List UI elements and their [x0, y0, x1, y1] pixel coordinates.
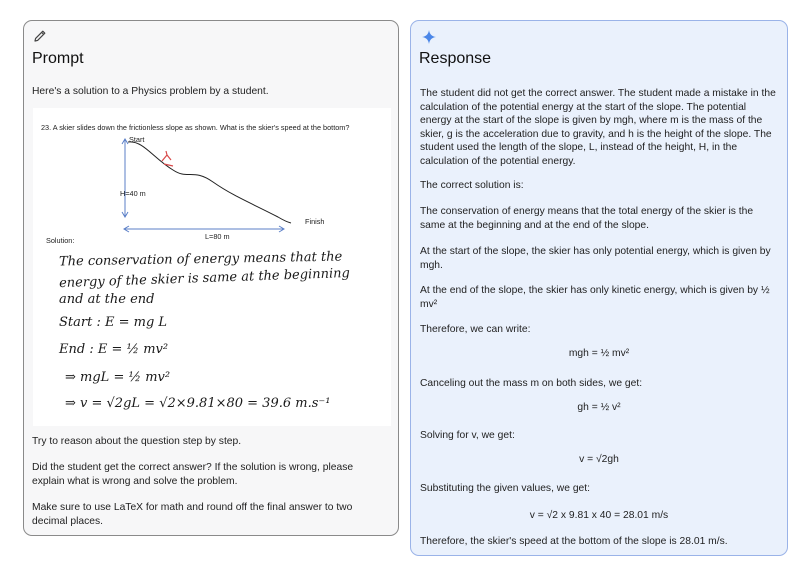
response-equation-3: v = √2gh [579, 454, 619, 465]
response-para-10: Therefore, the skier's speed at the bottom of the slope is 28.01 m/s. [420, 536, 728, 547]
handwriting-line-3: and at the end [59, 292, 155, 307]
response-equation-4: v = √2 x 9.81 x 40 = 28.01 m/s [529, 510, 669, 521]
prompt-card [23, 20, 399, 536]
label-solution: Solution: [46, 236, 75, 245]
handwriting-line-2: energy of the skier is same at the beginning [58, 265, 351, 292]
prompt-instruction-3: Make sure to use LaTeX for math and round off the final answer to two decimal places. [32, 502, 353, 527]
response-para-7: Canceling out the mass m on both sides, we get: [420, 378, 643, 389]
label-finish: Finish [305, 217, 325, 226]
response-equation-2: gh = ½ v² [577, 402, 621, 413]
problem-question: 23. A skier slides down the frictionless slope as shown. What is the skier's speed at the bottom? [41, 123, 350, 132]
label-length: L=80 m [205, 232, 230, 241]
label-height: H=40 m [120, 189, 146, 198]
response-para-9: Substituting the given values, we get: [420, 483, 591, 494]
handwriting-line-7: ⇒ v = √2gL = √2×9.81×80 = 39.6 m.s⁻¹ [65, 396, 331, 411]
response-equation-1: mgh = ½ mv² [568, 348, 630, 359]
response-para-4: At the start of the slope, the skier has only potential energy, which is given by mgh. [420, 246, 771, 271]
response-para-6: Therefore, we can write: [420, 324, 531, 335]
response-para-8: Solving for v, we get: [420, 430, 515, 441]
prompt-instruction-1: Try to reason about the question step by step. [32, 436, 242, 447]
response-para-5: At the end of the slope, the skier has only kinetic energy, which is given by ½ mv² [420, 285, 770, 310]
response-para-2: The correct solution is: [420, 180, 524, 191]
response-title: Response [419, 50, 492, 67]
label-start: Start [129, 135, 145, 144]
response-para-3: The conservation of energy means that the total energy of the skier is the same at the beginning and at the end of the slope. [420, 206, 754, 231]
handwriting-line-1: The conservation of energy means that the [58, 249, 343, 270]
sparkle-icon [421, 29, 437, 45]
prompt-title: Prompt [32, 50, 84, 67]
prompt-instruction-2: Did the student get the correct answer? If the solution is wrong, please explain what is wrong and solve the problem. [32, 462, 354, 487]
handwriting-line-6: ⇒ mgL = ½ mv² [65, 370, 171, 385]
pencil-icon [33, 29, 47, 43]
prompt-intro: Here's a solution to a Physics problem by a student. [32, 86, 269, 97]
handwriting-line-5: End : E = ½ mv² [59, 342, 169, 357]
handwriting-line-4: Start : E = mg L [59, 315, 168, 330]
response-card [410, 20, 788, 556]
response-para-1: The student did not get the correct answer. The student made a mistake in the calculation of the potential energy at the start of the slope. The potential energy at the start of the slope is given by mgh, where m is the mass of the skier, g is the acceleration due to gravity, and h is the height of the slope. The student used the length of the slope, L, instead of the height, H, in the calculation of the potential energy. [420, 88, 776, 167]
problem-image [33, 108, 391, 426]
